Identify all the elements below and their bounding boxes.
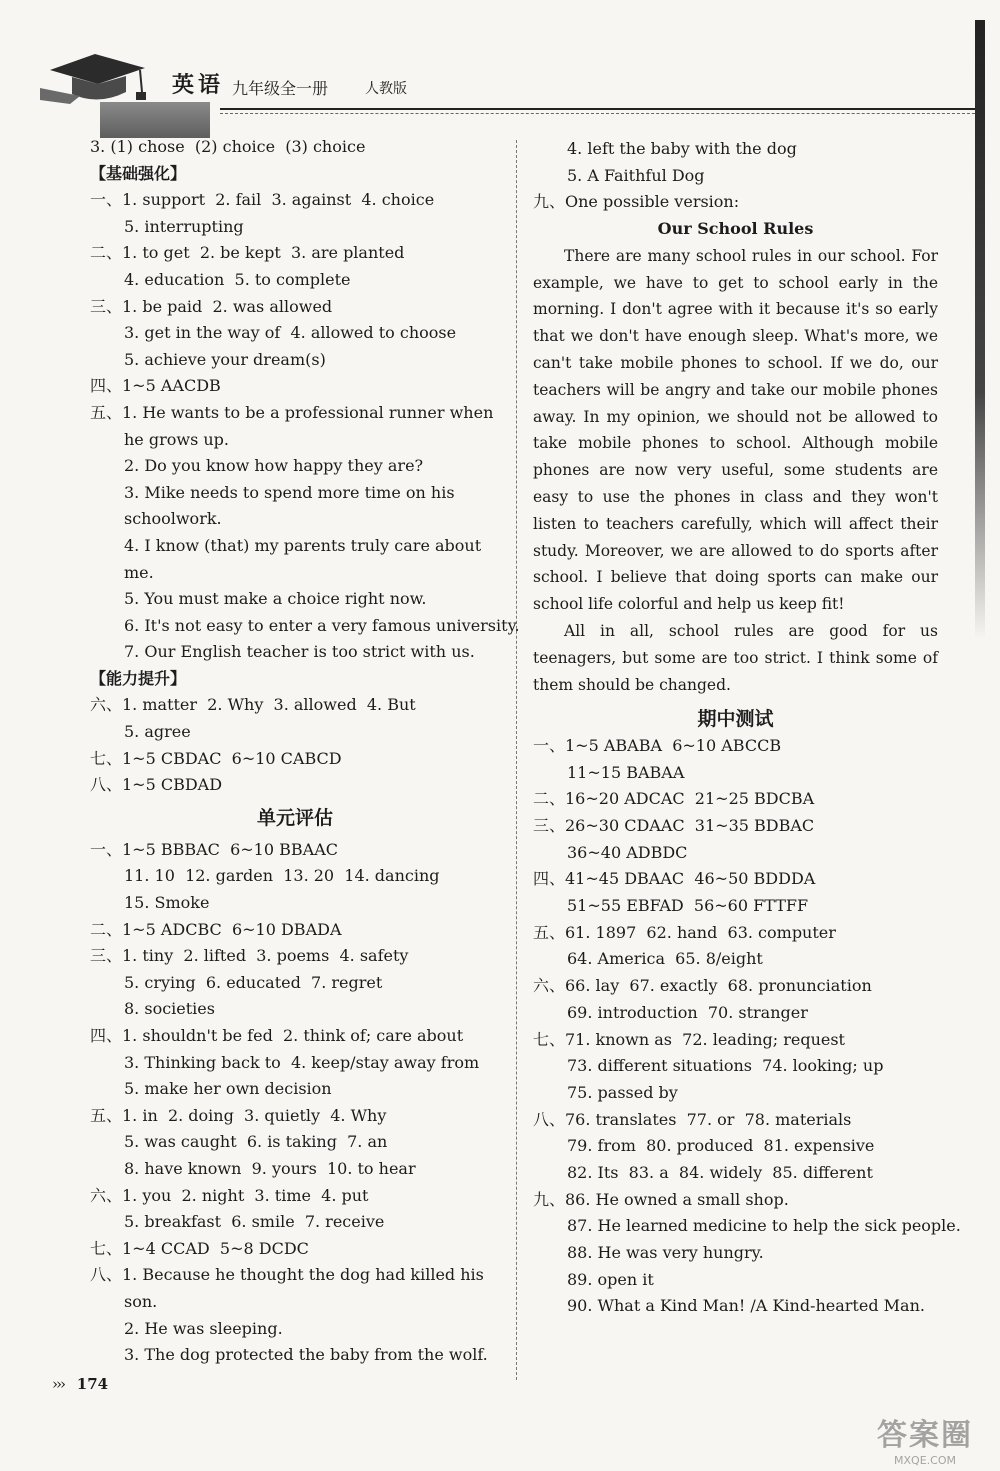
answer-line: 5. was caught 6. is taking 7. an [124, 1132, 388, 1152]
publisher-label: 人教版 [365, 81, 407, 97]
answer-line: 15. Smoke [124, 893, 210, 913]
subject-title: 英语 [172, 72, 225, 98]
answer-line: 5. make her own decision [124, 1079, 332, 1099]
answer-line: 79. from 80. produced 81. expensive [567, 1136, 875, 1156]
answer-line: 69. introduction 70. stranger [567, 1002, 808, 1022]
answer-line: 90. What a Kind Man! /A Kind-hearted Man. [567, 1296, 925, 1316]
answer-line: 51~55 EBFAD 56~60 FTTFF [567, 896, 809, 916]
answer-line: 5. A Faithful Dog [567, 165, 705, 185]
section-heading: 期中测试 [697, 708, 774, 731]
answer-line: 四、41~45 DBAAC 46~50 BDDDA [533, 869, 816, 889]
answer-line: 8. societies [124, 999, 215, 1019]
answer-line: 一、1~5 ABABA 6~10 ABCCB [533, 735, 782, 755]
answer-line: 二、16~20 ADCAC 21~25 BDCBA [533, 789, 815, 809]
answer-line: 5. crying 6. educated 7. regret [124, 972, 383, 992]
answer-line: 2. Do you know how happy they are? [124, 456, 424, 476]
answer-line: 八、1. Because he thought the dog had killed his [90, 1265, 484, 1285]
answer-line: 七、71. known as 72. leading; request [533, 1029, 845, 1049]
answer-line: 6. It's not easy to enter a very famous university. [124, 615, 520, 635]
answer-line: schoolwork. [124, 509, 222, 529]
answer-line: 11. 10 12. garden 13. 20 14. dancing [124, 866, 440, 886]
answer-line: 四、1. shouldn't be fed 2. think of; care about [90, 1026, 464, 1045]
answer-line: 二、1~5 ADCBC 6~10 DBADA [90, 919, 342, 939]
midterm-answers [533, 706, 961, 1320]
answer-line: 5. You must make a choice right now. [124, 589, 427, 609]
left-column [90, 134, 520, 1369]
answer-line: 八、1~5 CBDAD [90, 775, 223, 795]
answer-line: 5. achieve your dream(s) [124, 349, 326, 369]
page-number: 174 [76, 1375, 109, 1393]
subsection-heading: 【能力提升】 [90, 668, 187, 688]
answer-line: 82. Its 83. a 84. widely 85. different [567, 1162, 873, 1182]
answer-line: son. [124, 1291, 158, 1311]
header-dashed-rule [220, 113, 985, 114]
answer-line: 3. Thinking back to 4. keep/stay away from [124, 1052, 480, 1072]
right-top-answers [533, 136, 938, 216]
page-footer [52, 1375, 108, 1393]
answer-line: 36~40 ADBDC [567, 842, 688, 862]
answer-line: 2. He was sleeping. [124, 1318, 283, 1338]
answer-line: 三、26~30 CDAAC 31~35 BDBAC [533, 816, 815, 836]
answer-line: 一、1. support 2. fail 3. against 4. choice [90, 190, 435, 210]
answer-line: 五、1. in 2. doing 3. quietly 4. Why [90, 1105, 387, 1125]
answer-line: 九、One possible version: [533, 192, 740, 212]
answer-line: 5. interrupting [124, 216, 244, 236]
answer-line: 七、1~4 CCAD 5~8 DCDC [90, 1238, 309, 1258]
header-bar [100, 102, 210, 138]
answer-line: 六、1. matter 2. Why 3. allowed 4. But [90, 695, 416, 715]
page-spine-shadow [975, 20, 985, 640]
watermark-url: MXQE.COM [894, 1454, 956, 1467]
answer-line: 3. Mike needs to spend more time on his [124, 482, 455, 502]
answer-line: 三、1. tiny 2. lifted 3. poems 4. safety [90, 946, 409, 966]
answer-line: 4. left the baby with the dog [567, 139, 797, 158]
answer-line: 五、61. 1897 62. hand 63. computer [533, 922, 836, 942]
answer-line: me. [124, 562, 154, 582]
answer-line: 75. passed by [567, 1082, 678, 1102]
answer-line: 五、1. He wants to be a professional runner when [90, 402, 494, 422]
answer-line: 5. breakfast 6. smile 7. receive [124, 1212, 385, 1232]
watermark-text: 答案圈 [877, 1418, 973, 1453]
answer-line: 3. get in the way of 4. allowed to choose [124, 323, 457, 343]
answer-line: 一、1~5 BBBAC 6~10 BBAAC [90, 839, 338, 859]
essay-paragraph-1: There are many school rules in our school. For example, we have to get to school early in the morning. I don't agree with it because it's so early that we don't have enough sleep. What's more, we can't take mobile phones to school. If we do, our teachers will be angry and take our mobile phones away. In my opinion, we should not be allowed to take mobile phones to school. Although mobile phones are now very useful, some students are easy to use the phones in class and they won't listen to teachers carefully, which will affect their study. Moreover, we are allowed to do sports after school. I believe that doing sports can make our school life colorful and help us keep fit! [533, 246, 938, 614]
answer-line: he grows up. [124, 429, 230, 449]
watermark-logo [860, 1410, 990, 1466]
answer-line: 4. education 5. to complete [124, 269, 351, 289]
answer-line: 四、1~5 AACDB [90, 376, 221, 396]
subsection-heading: 【基础强化】 [90, 163, 187, 183]
answer-line: 六、1. you 2. night 3. time 4. put [90, 1185, 369, 1205]
answer-line: 九、86. He owned a small shop. [533, 1189, 789, 1209]
graduation-cap-icon [40, 48, 165, 108]
answer-line: 三、1. be paid 2. was allowed [90, 296, 333, 316]
answer-line: 8. have known 9. yours 10. to hear [124, 1158, 416, 1178]
answer-line: 4. I know (that) my parents truly care about [124, 535, 482, 555]
answer-line: 3. The dog protected the baby from the wolf. [124, 1345, 488, 1365]
answer-line: 73. different situations 74. looking; up [567, 1056, 884, 1076]
answer-line: 六、66. lay 67. exactly 68. pronunciation [533, 976, 872, 996]
essay-body [533, 243, 938, 699]
essay-paragraph-2: All in all, school rules are good for us teenagers, but some are too strict. I think some of them should be changed. [533, 621, 938, 694]
section-heading: 单元评估 [256, 806, 333, 829]
arrows-icon: ››› [52, 1375, 64, 1393]
answer-line: 88. He was very hungry. [567, 1243, 764, 1263]
header-rule [220, 108, 985, 110]
answer-line: 7. Our English teacher is too strict with us. [124, 642, 475, 662]
answer-line: 87. He learned medicine to help the sick people. [567, 1216, 961, 1236]
answer-line: 5. agree [124, 722, 191, 742]
answer-line: 七、1~5 CBDAC 6~10 CABCD [90, 748, 342, 768]
answer-line: 八、76. translates 77. or 78. materials [533, 1109, 852, 1129]
answer-line: 3. (1) chose (2) choice (3) choice [90, 137, 366, 156]
column-divider [516, 140, 517, 1380]
essay-title: Our School Rules [657, 219, 814, 239]
grade-label: 九年级全一册 [232, 79, 329, 98]
right-column [533, 136, 961, 1320]
answer-line: 二、1. to get 2. be kept 3. are planted [90, 243, 405, 263]
answer-line: 64. America 65. 8/eight [567, 949, 763, 969]
page-header [40, 40, 985, 120]
answer-line: 11~15 BABAA [567, 762, 685, 782]
answer-line: 89. open it [567, 1269, 654, 1289]
